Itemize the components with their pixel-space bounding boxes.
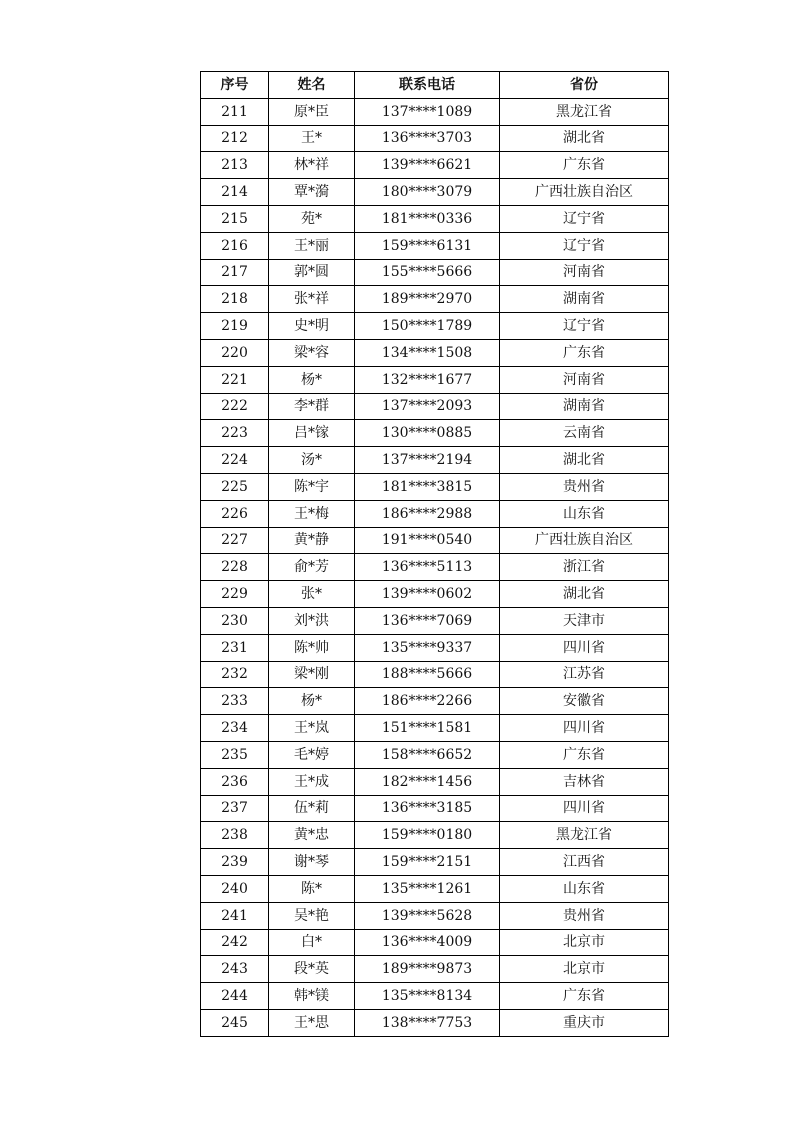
cell-no: 215 (201, 205, 269, 232)
table-row (201, 634, 669, 661)
cell-province: 湖南省 (500, 393, 669, 420)
cell-province: 贵州省 (500, 902, 669, 929)
cell-province: 山东省 (500, 500, 669, 527)
cell-phone: 135****9337 (355, 634, 500, 661)
cell-no: 225 (201, 473, 269, 500)
cell-no: 237 (201, 795, 269, 822)
cell-phone: 189****2970 (355, 286, 500, 313)
cell-no: 227 (201, 527, 269, 554)
table-row (201, 232, 669, 259)
cell-phone: 158****6652 (355, 741, 500, 768)
cell-province: 四川省 (500, 795, 669, 822)
table-row (201, 715, 669, 742)
table-row (201, 581, 669, 608)
header-row (201, 72, 669, 99)
cell-province: 河南省 (500, 259, 669, 286)
table-row (201, 527, 669, 554)
cell-no: 229 (201, 581, 269, 608)
cell-province: 云南省 (500, 420, 669, 447)
cell-phone: 135****1261 (355, 875, 500, 902)
cell-name: 毛*婷 (269, 741, 355, 768)
cell-no: 220 (201, 339, 269, 366)
table-body (201, 98, 669, 1036)
cell-no: 218 (201, 286, 269, 313)
cell-no: 212 (201, 125, 269, 152)
cell-phone: 181****3815 (355, 473, 500, 500)
cell-no: 222 (201, 393, 269, 420)
cell-province: 四川省 (500, 715, 669, 742)
cell-no: 235 (201, 741, 269, 768)
cell-name: 覃*漪 (269, 179, 355, 206)
cell-province: 辽宁省 (500, 205, 669, 232)
cell-name: 梁*容 (269, 339, 355, 366)
header-phone: 联系电话 (355, 72, 500, 99)
cell-province: 辽宁省 (500, 313, 669, 340)
cell-province: 广西壮族自治区 (500, 527, 669, 554)
cell-name: 伍*莉 (269, 795, 355, 822)
cell-no: 238 (201, 822, 269, 849)
cell-province: 江西省 (500, 849, 669, 876)
cell-phone: 159****2151 (355, 849, 500, 876)
cell-phone: 139****6621 (355, 152, 500, 179)
cell-phone: 136****7069 (355, 607, 500, 634)
table-row (201, 339, 669, 366)
cell-phone: 159****0180 (355, 822, 500, 849)
cell-phone: 132****1677 (355, 366, 500, 393)
header-no: 序号 (201, 72, 269, 99)
cell-name: 史*明 (269, 313, 355, 340)
cell-name: 汤* (269, 447, 355, 474)
cell-phone: 139****5628 (355, 902, 500, 929)
table-row (201, 179, 669, 206)
cell-province: 广东省 (500, 152, 669, 179)
cell-province: 广东省 (500, 741, 669, 768)
cell-name: 俞*芳 (269, 554, 355, 581)
table-row (201, 902, 669, 929)
cell-no: 223 (201, 420, 269, 447)
cell-no: 241 (201, 902, 269, 929)
cell-name: 林*祥 (269, 152, 355, 179)
cell-province: 天津市 (500, 607, 669, 634)
table-row (201, 473, 669, 500)
cell-province: 辽宁省 (500, 232, 669, 259)
cell-name: 韩*镁 (269, 983, 355, 1010)
cell-no: 230 (201, 607, 269, 634)
table-row (201, 98, 669, 125)
table-row (201, 125, 669, 152)
cell-name: 原*臣 (269, 98, 355, 125)
cell-province: 湖北省 (500, 581, 669, 608)
cell-name: 黄*忠 (269, 822, 355, 849)
cell-no: 228 (201, 554, 269, 581)
cell-phone: 136****3185 (355, 795, 500, 822)
cell-province: 浙江省 (500, 554, 669, 581)
cell-name: 王*成 (269, 768, 355, 795)
cell-no: 221 (201, 366, 269, 393)
cell-phone: 136****4009 (355, 929, 500, 956)
cell-name: 杨* (269, 366, 355, 393)
cell-phone: 182****1456 (355, 768, 500, 795)
cell-name: 王*梅 (269, 500, 355, 527)
cell-name: 陈*帅 (269, 634, 355, 661)
cell-no: 245 (201, 1009, 269, 1036)
cell-no: 233 (201, 688, 269, 715)
cell-name: 王* (269, 125, 355, 152)
table-row (201, 795, 669, 822)
cell-phone: 186****2988 (355, 500, 500, 527)
cell-no: 214 (201, 179, 269, 206)
table-row (201, 822, 669, 849)
cell-phone: 191****0540 (355, 527, 500, 554)
cell-province: 北京市 (500, 929, 669, 956)
cell-phone: 181****0336 (355, 205, 500, 232)
cell-province: 吉林省 (500, 768, 669, 795)
cell-name: 刘*洪 (269, 607, 355, 634)
table-row (201, 983, 669, 1010)
cell-phone: 135****8134 (355, 983, 500, 1010)
table-row (201, 420, 669, 447)
cell-no: 243 (201, 956, 269, 983)
cell-no: 244 (201, 983, 269, 1010)
cell-province: 广西壮族自治区 (500, 179, 669, 206)
table-row (201, 259, 669, 286)
cell-name: 段*英 (269, 956, 355, 983)
cell-name: 李*群 (269, 393, 355, 420)
cell-no: 239 (201, 849, 269, 876)
cell-no: 216 (201, 232, 269, 259)
table-row (201, 849, 669, 876)
table-row (201, 929, 669, 956)
cell-province: 河南省 (500, 366, 669, 393)
cell-phone: 130****0885 (355, 420, 500, 447)
cell-phone: 138****7753 (355, 1009, 500, 1036)
cell-no: 242 (201, 929, 269, 956)
table-row (201, 768, 669, 795)
table-row (201, 741, 669, 768)
table-row (201, 286, 669, 313)
cell-no: 213 (201, 152, 269, 179)
cell-province: 贵州省 (500, 473, 669, 500)
cell-province: 湖南省 (500, 286, 669, 313)
cell-phone: 139****0602 (355, 581, 500, 608)
table-row (201, 956, 669, 983)
table-row (201, 447, 669, 474)
cell-no: 219 (201, 313, 269, 340)
cell-phone: 188****5666 (355, 661, 500, 688)
cell-province: 广东省 (500, 983, 669, 1010)
cell-name: 王*丽 (269, 232, 355, 259)
table-row (201, 393, 669, 420)
cell-province: 江苏省 (500, 661, 669, 688)
cell-province: 黑龙江省 (500, 822, 669, 849)
cell-province: 黑龙江省 (500, 98, 669, 125)
cell-name: 王*思 (269, 1009, 355, 1036)
table-row (201, 688, 669, 715)
cell-no: 231 (201, 634, 269, 661)
cell-name: 吴*艳 (269, 902, 355, 929)
cell-phone: 137****2194 (355, 447, 500, 474)
cell-name: 张* (269, 581, 355, 608)
table-row (201, 152, 669, 179)
cell-name: 白* (269, 929, 355, 956)
table-row (201, 313, 669, 340)
table-row (201, 205, 669, 232)
cell-no: 217 (201, 259, 269, 286)
cell-no: 232 (201, 661, 269, 688)
cell-name: 陈*宇 (269, 473, 355, 500)
cell-phone: 136****5113 (355, 554, 500, 581)
cell-no: 224 (201, 447, 269, 474)
cell-phone: 159****6131 (355, 232, 500, 259)
cell-name: 杨* (269, 688, 355, 715)
cell-name: 吕*镓 (269, 420, 355, 447)
table-row (201, 366, 669, 393)
cell-phone: 137****2093 (355, 393, 500, 420)
roster-table (200, 71, 669, 1037)
table-row (201, 607, 669, 634)
cell-name: 谢*琴 (269, 849, 355, 876)
cell-province: 山东省 (500, 875, 669, 902)
table-row (201, 875, 669, 902)
cell-name: 苑* (269, 205, 355, 232)
cell-phone: 180****3079 (355, 179, 500, 206)
cell-no: 226 (201, 500, 269, 527)
cell-province: 湖北省 (500, 447, 669, 474)
table-row (201, 661, 669, 688)
cell-province: 北京市 (500, 956, 669, 983)
cell-no: 240 (201, 875, 269, 902)
cell-no: 236 (201, 768, 269, 795)
cell-name: 郭*圆 (269, 259, 355, 286)
cell-phone: 155****5666 (355, 259, 500, 286)
cell-province: 四川省 (500, 634, 669, 661)
cell-phone: 189****9873 (355, 956, 500, 983)
cell-name: 梁*刚 (269, 661, 355, 688)
cell-no: 234 (201, 715, 269, 742)
cell-province: 广东省 (500, 339, 669, 366)
cell-name: 陈* (269, 875, 355, 902)
cell-phone: 150****1789 (355, 313, 500, 340)
header-name: 姓名 (269, 72, 355, 99)
cell-phone: 151****1581 (355, 715, 500, 742)
cell-phone: 136****3703 (355, 125, 500, 152)
header-province: 省份 (500, 72, 669, 99)
cell-no: 211 (201, 98, 269, 125)
table-row (201, 1009, 669, 1036)
cell-province: 湖北省 (500, 125, 669, 152)
cell-province: 安徽省 (500, 688, 669, 715)
cell-phone: 134****1508 (355, 339, 500, 366)
table-row (201, 500, 669, 527)
table-row (201, 554, 669, 581)
cell-phone: 186****2266 (355, 688, 500, 715)
cell-name: 张*祥 (269, 286, 355, 313)
cell-name: 王*岚 (269, 715, 355, 742)
cell-phone: 137****1089 (355, 98, 500, 125)
cell-province: 重庆市 (500, 1009, 669, 1036)
cell-name: 黄*静 (269, 527, 355, 554)
